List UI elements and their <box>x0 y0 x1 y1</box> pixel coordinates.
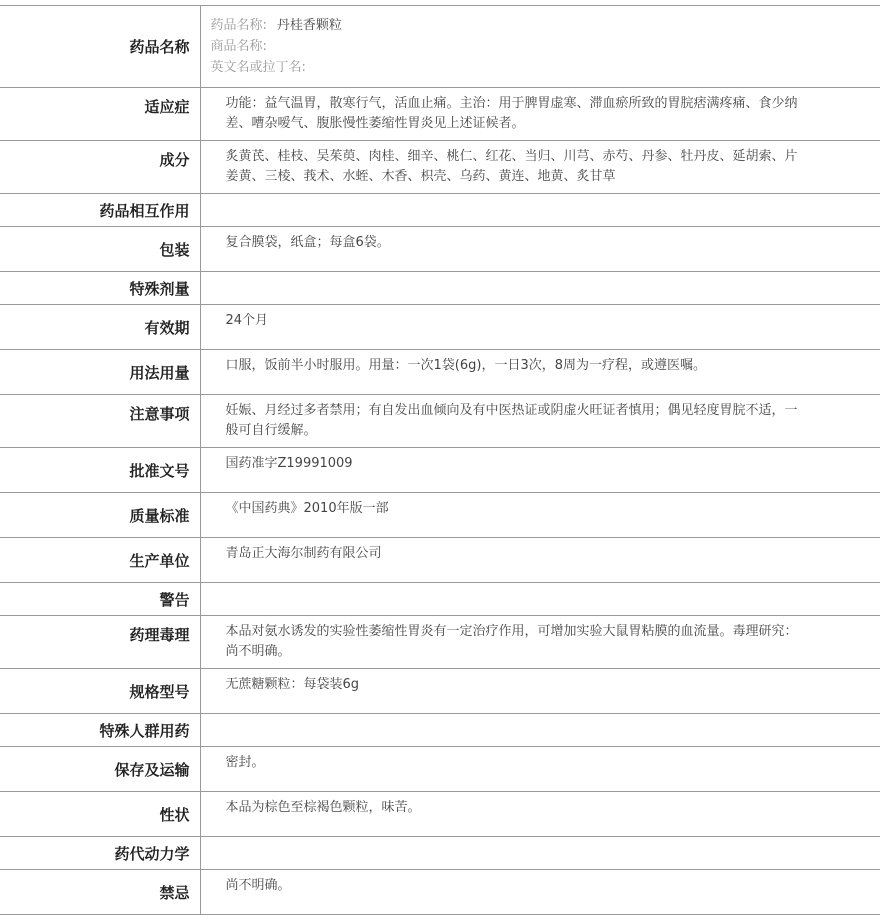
row-value: 密封。 <box>200 747 880 792</box>
table-row <box>0 747 880 792</box>
row-label: 药品相互作用 <box>0 194 200 227</box>
row-value: 本品对氨水诱发的实验性萎缩性胃炎有一定治疗作用，可增加实验大鼠胃粘膜的血流量。毒理研究：尚不明确。 <box>200 616 880 669</box>
row-value <box>200 272 880 305</box>
trade-name-line <box>211 36 871 57</box>
row-value: 24个月 <box>200 305 880 350</box>
row-label: 规格型号 <box>0 669 200 714</box>
row-label: 特殊剂量 <box>0 272 200 305</box>
row-label: 适应症 <box>0 88 200 141</box>
table-row <box>0 616 880 669</box>
row-label: 批准文号 <box>0 448 200 493</box>
english-name-label: 英文名或拉丁名: <box>210 60 306 75</box>
generic-name-label: 药品名称: <box>210 18 267 33</box>
table-row <box>0 395 880 448</box>
row-value: 炙黄芪、桂枝、吴茱萸、肉桂、细辛、桃仁、红花、当归、川芎、赤芍、丹参、牡丹皮、延胡索、片姜黄、三棱、莪术、水蛭、木香、枳壳、乌药、黄连、地黄、炙甘草 <box>200 141 880 194</box>
drug-names-cell <box>200 6 880 88</box>
row-value <box>200 714 880 747</box>
table-row <box>0 448 880 493</box>
row-label: 成分 <box>0 141 200 194</box>
row-label: 质量标准 <box>0 493 200 538</box>
row-label: 包装 <box>0 227 200 272</box>
table-row <box>0 870 880 915</box>
table-row <box>0 538 880 583</box>
row-label: 生产单位 <box>0 538 200 583</box>
generic-name-line <box>211 15 871 36</box>
table-row <box>0 141 880 194</box>
row-value <box>200 194 880 227</box>
row-label: 有效期 <box>0 305 200 350</box>
row-label: 药理毒理 <box>0 616 200 669</box>
row-value: 青岛正大海尔制药有限公司 <box>200 538 880 583</box>
row-value: 妊娠、月经过多者禁用；有自发出血倾向及有中医热证或阴虚火旺证者慎用；偶见轻度胃脘不适，一般可自行缓解。 <box>200 395 880 448</box>
row-label: 药代动力学 <box>0 837 200 870</box>
row-label: 保存及运输 <box>0 747 200 792</box>
english-name-line <box>211 57 871 78</box>
table-row <box>0 305 880 350</box>
row-label: 特殊人群用药 <box>0 714 200 747</box>
table-row <box>0 583 880 616</box>
table-row <box>0 227 880 272</box>
row-label: 警告 <box>0 583 200 616</box>
table-row <box>0 669 880 714</box>
table-row <box>0 272 880 305</box>
drug-spec-table <box>0 5 880 915</box>
row-label: 性状 <box>0 792 200 837</box>
table-row <box>0 350 880 395</box>
row-value: 本品为棕色至棕褐色颗粒，味苦。 <box>200 792 880 837</box>
generic-name-value: 丹桂香颗粒 <box>276 18 342 33</box>
table-row <box>0 194 880 227</box>
row-value: 复合膜袋，纸盒；每盒6袋。 <box>200 227 880 272</box>
row-label: 注意事项 <box>0 395 200 448</box>
table-row <box>0 6 880 88</box>
table-row <box>0 837 880 870</box>
row-label: 用法用量 <box>0 350 200 395</box>
table-row <box>0 714 880 747</box>
table-row <box>0 493 880 538</box>
row-value: 国药准字Z19991009 <box>200 448 880 493</box>
row-label: 药品名称 <box>0 6 200 88</box>
row-value <box>200 837 880 870</box>
table-row <box>0 792 880 837</box>
table-row <box>0 88 880 141</box>
row-label: 禁忌 <box>0 870 200 915</box>
row-value <box>200 583 880 616</box>
row-value: 尚不明确。 <box>200 870 880 915</box>
row-value: 《中国药典》2010年版一部 <box>200 493 880 538</box>
row-value: 口服，饭前半小时服用。用量：一次1袋(6g)，一日3次，8周为一疗程，或遵医嘱。 <box>200 350 880 395</box>
row-value: 无蔗糖颗粒：每袋装6g <box>200 669 880 714</box>
row-value: 功能：益气温胃，散寒行气，活血止痛。主治：用于脾胃虚寒、滞血瘀所致的胃脘痞满疼痛、食少纳差、嘈杂嗳气、腹胀慢性萎缩性胃炎见上述证候者。 <box>200 88 880 141</box>
trade-name-label: 商品名称: <box>210 39 267 54</box>
